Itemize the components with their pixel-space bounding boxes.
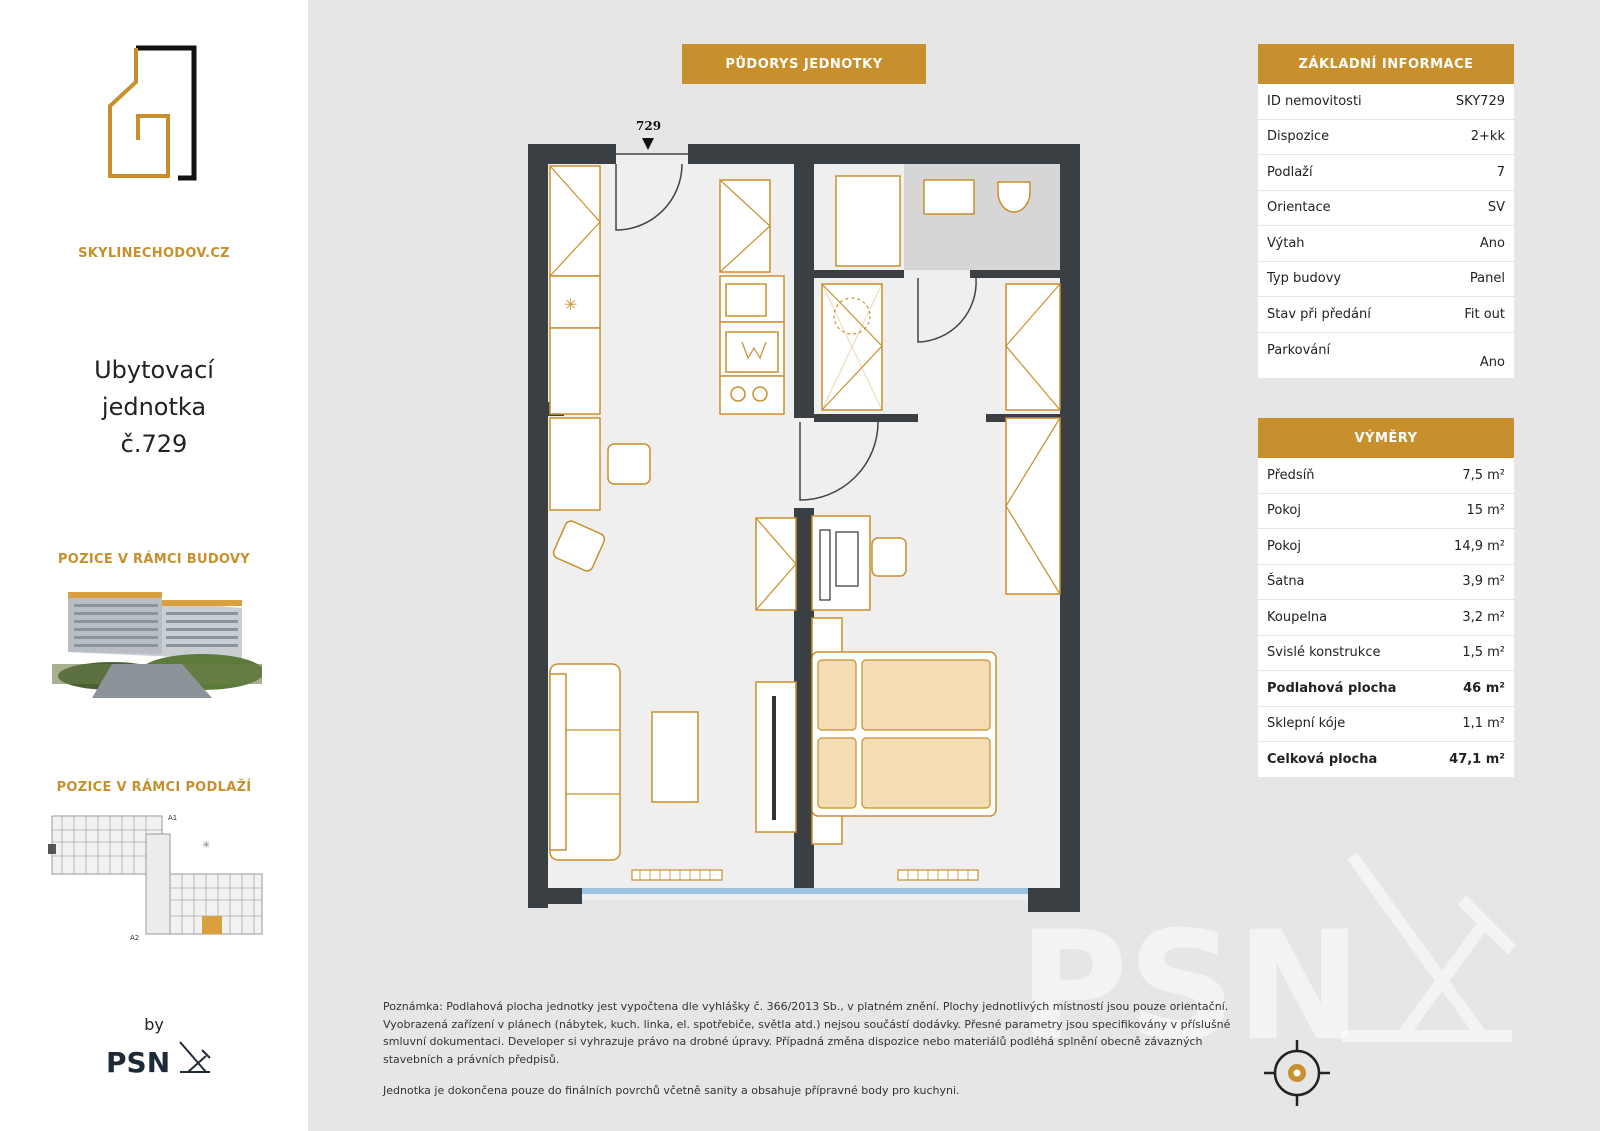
row-value: Ano xyxy=(1479,235,1505,251)
row-value: 2+kk xyxy=(1470,129,1505,145)
table-row xyxy=(1258,494,1514,530)
table-row xyxy=(1258,529,1514,565)
unit-title xyxy=(0,352,308,463)
unit-number-label: 729 xyxy=(636,119,662,133)
floor-position-plan xyxy=(46,812,266,944)
row-label: Orientace xyxy=(1267,200,1331,216)
row-label: Typ budovy xyxy=(1267,271,1342,287)
table-row xyxy=(1258,707,1514,743)
row-label: Pokoj xyxy=(1267,503,1301,519)
row-value: Fit out xyxy=(1464,306,1505,322)
basic-info-table xyxy=(1258,84,1514,379)
row-label: Sklepní kóje xyxy=(1267,716,1346,732)
table-row xyxy=(1258,262,1514,298)
row-label: Podlahová plocha xyxy=(1267,680,1397,696)
disclaimer-note: Poznámka: Podlahová plocha jednotky jest vypočtena dle vyhlášky č. 366/2013 Sb., v platném znění. Plochy jednotlivých místností jsou pouze orientační. Vyobrazená zařízení v plánech (nábytek, kuch. linka, el. spotřebiče, světla atd.) nejsou součástí dodávky. Přesné parametry jsou specifikovány v příslušné smluvní dokumentaci. Developer si vyhrazuje právo na drobné úpravy. Případná změna dispozice nebo materiálů podléhá splnění obecně závazných stavebních a právních předpisů. xyxy=(383,1000,1231,1066)
floor-label-a2: A2 xyxy=(130,934,140,942)
floor-label-a1: A1 xyxy=(168,814,178,822)
compass-icon xyxy=(1262,1038,1332,1108)
by-label: by xyxy=(144,1015,164,1034)
row-value: Ano xyxy=(1479,354,1505,370)
table-row xyxy=(1258,191,1514,227)
table-row xyxy=(1258,120,1514,156)
row-value: 7 xyxy=(1496,164,1505,180)
table-row-total xyxy=(1258,671,1514,707)
svg-text:✳: ✳ xyxy=(202,840,211,851)
row-value: 1,1 m² xyxy=(1462,716,1505,732)
areas-heading: VÝMĚRY xyxy=(1258,418,1514,458)
row-label: Koupelna xyxy=(1267,609,1328,625)
row-label: Parkování xyxy=(1267,342,1331,358)
row-value: SV xyxy=(1487,200,1505,216)
row-value: 15 m² xyxy=(1466,503,1505,519)
table-row xyxy=(1258,600,1514,636)
sidebar xyxy=(0,0,308,1131)
basic-info-heading: ZÁKLADNÍ INFORMACE xyxy=(1258,44,1514,84)
site-url[interactable]: SKYLINECHODOV.CZ xyxy=(78,246,230,261)
row-label: Šatna xyxy=(1267,574,1305,590)
areas-table xyxy=(1258,458,1514,778)
unit-floor-plan xyxy=(520,118,1090,918)
row-label: Předsíň xyxy=(1267,467,1315,483)
finish-note: Jednotka je dokončena pouze do finálních povrchů včetně sanity a obsahuje přípravné body pro kuchyni. xyxy=(383,1084,960,1097)
skyline-logo-icon xyxy=(106,44,198,184)
table-row xyxy=(1258,155,1514,191)
row-label: Podlaží xyxy=(1267,164,1313,180)
table-row xyxy=(1258,226,1514,262)
row-label: Pokoj xyxy=(1267,538,1301,554)
row-label: Stav při předání xyxy=(1267,306,1371,322)
row-value: 7,5 m² xyxy=(1462,467,1505,483)
row-value: 47,1 m² xyxy=(1449,751,1505,767)
table-row-total xyxy=(1258,742,1514,778)
watermark-text: PSN xyxy=(1018,900,1362,1050)
row-value: SKY729 xyxy=(1455,93,1505,109)
row-label: Svislé konstrukce xyxy=(1267,645,1381,661)
unit-title-line: č.729 xyxy=(120,430,188,458)
building-render-image xyxy=(52,586,262,698)
row-value: 46 m² xyxy=(1463,680,1505,696)
building-position-heading: POZICE V RÁMCI BUDOVY xyxy=(57,552,251,567)
table-row xyxy=(1258,333,1514,379)
row-value: 3,2 m² xyxy=(1462,609,1505,625)
row-label: Výtah xyxy=(1267,235,1305,251)
row-value: Panel xyxy=(1469,271,1505,287)
svg-text:✳: ✳ xyxy=(564,295,578,314)
row-value: 14,9 m² xyxy=(1454,538,1505,554)
floor-position-heading: POZICE V RÁMCI PODLAŽÍ xyxy=(56,780,252,795)
row-value: 1,5 m² xyxy=(1462,645,1505,661)
table-row xyxy=(1258,458,1514,494)
row-label: ID nemovitosti xyxy=(1267,93,1362,109)
table-row xyxy=(1258,297,1514,333)
unit-title-line: jednotka xyxy=(101,393,207,421)
row-label: Dispozice xyxy=(1267,129,1330,145)
psn-logo xyxy=(106,1038,216,1078)
floorplan-heading: PŮDORYS JEDNOTKY xyxy=(682,44,926,84)
table-row xyxy=(1258,565,1514,601)
table-row xyxy=(1258,636,1514,672)
row-value: 3,9 m² xyxy=(1462,574,1505,590)
row-label: Celková plocha xyxy=(1267,751,1378,767)
table-row xyxy=(1258,84,1514,120)
psn-logo-text: PSN xyxy=(106,1046,171,1078)
unit-title-line: Ubytovací xyxy=(94,356,214,384)
